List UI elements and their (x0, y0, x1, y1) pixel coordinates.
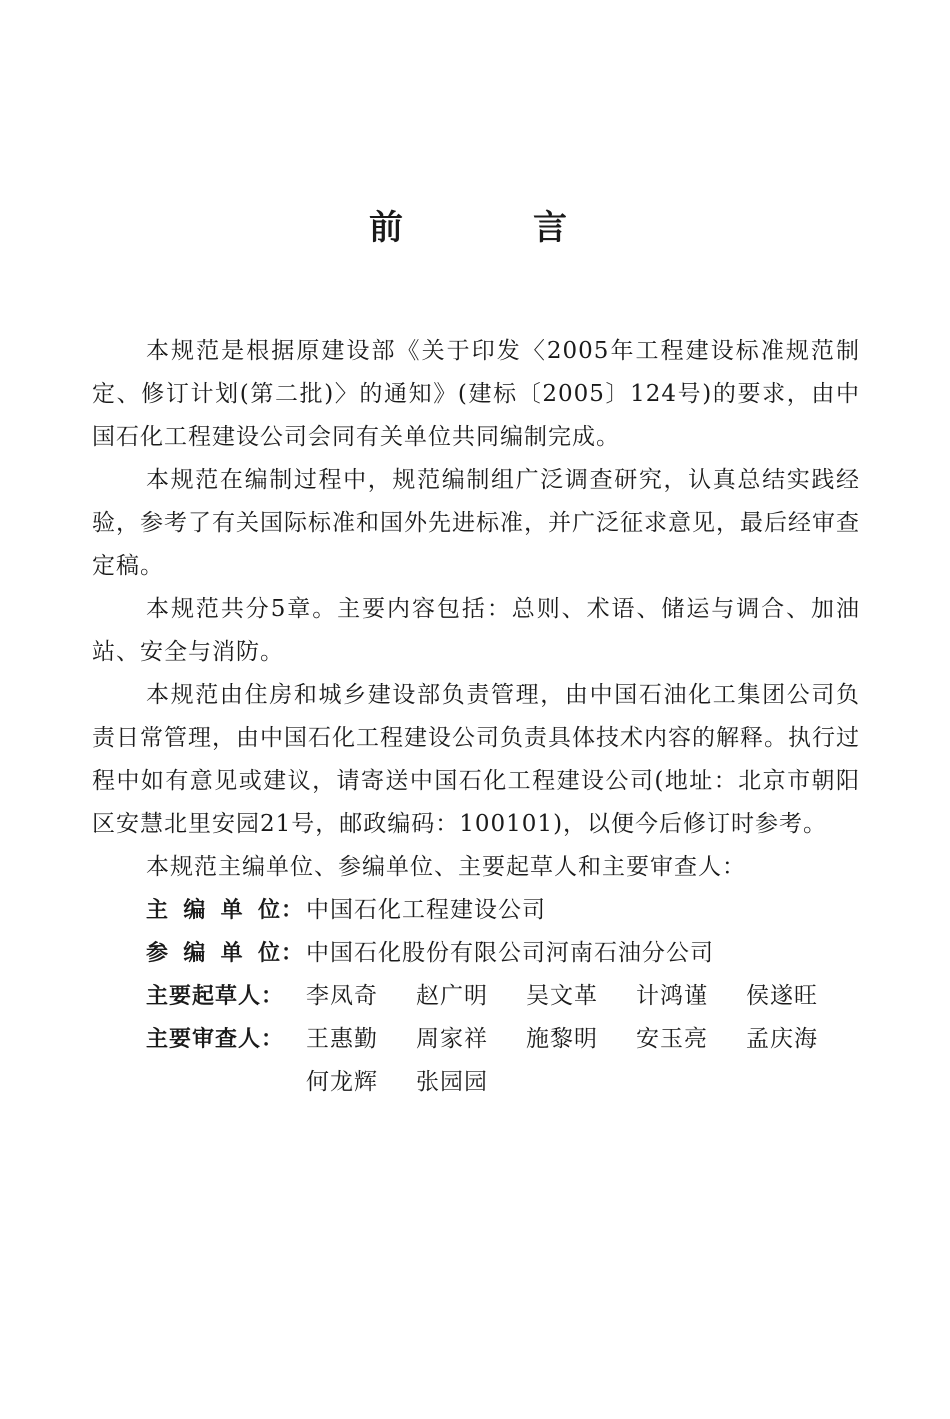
chief-editor-label: 主 编 单 位： (146, 898, 304, 923)
participant-row (146, 932, 860, 975)
preface-body (92, 330, 860, 1104)
chief-editor-row (146, 889, 860, 932)
preface-paragraph-4: 本规范由住房和城乡建设部负责管理，由中国石油化工集团公司负责日常管理，由中国石化工程建设公司负责具体技术内容的解释。执行过程中如有意见或建议，请寄送中国石化工程建设公司(地址：北京市朝阳区安慧北里安园21号，邮政编码：100101)，以便今后修订时参考。 (92, 682, 860, 837)
credits-list (92, 889, 860, 1104)
reviewer-name: 何龙辉 (306, 1069, 378, 1095)
reviewer-name: 孟庆海 (746, 1026, 818, 1052)
drafters-names (306, 975, 860, 1018)
reviewers-row (146, 1018, 860, 1104)
participant-label: 参 编 单 位： (146, 941, 304, 966)
drafter-name: 侯遂旺 (746, 983, 818, 1009)
chief-editor-value: 中国石化工程建设公司 (306, 897, 546, 923)
drafter-name: 计鸿谨 (636, 983, 708, 1009)
reviewer-name: 王惠勤 (306, 1026, 378, 1052)
drafter-name: 吴文革 (526, 983, 598, 1009)
reviewer-name: 安玉亮 (636, 1026, 708, 1052)
reviewer-name: 施黎明 (526, 1026, 598, 1052)
drafter-name: 赵广明 (416, 983, 488, 1009)
reviewer-name: 张园园 (416, 1069, 488, 1095)
drafters-row (146, 975, 860, 1018)
page-title: 前 言 (369, 208, 615, 248)
participant-value: 中国石化股份有限公司河南石油分公司 (306, 940, 714, 966)
drafters-label: 主要起草人： (146, 984, 285, 1009)
preface-paragraph-1: 本规范是根据原建设部《关于印发〈2005年工程建设标准规范制定、修订计划(第二批)〉的通知》(建标〔2005〕124号)的要求，由中国石化工程建设公司会同有关单位共同编制完成。 (92, 338, 860, 450)
preface-paragraph-5: 本规范主编单位、参编单位、主要起草人和主要审查人： (146, 854, 746, 880)
reviewer-name: 周家祥 (416, 1026, 488, 1052)
reviewers-label: 主要审查人： (146, 1027, 285, 1052)
preface-paragraph-3: 本规范共分5章。主要内容包括：总则、术语、储运与调合、加油站、安全与消防。 (92, 596, 860, 665)
reviewers-names (306, 1018, 860, 1104)
drafter-name: 李凤奇 (306, 983, 378, 1009)
preface-paragraph-2: 本规范在编制过程中，规范编制组广泛调查研究，认真总结实践经验，参考了有关国际标准和国外先进标准，并广泛征求意见，最后经审查定稿。 (92, 467, 860, 579)
